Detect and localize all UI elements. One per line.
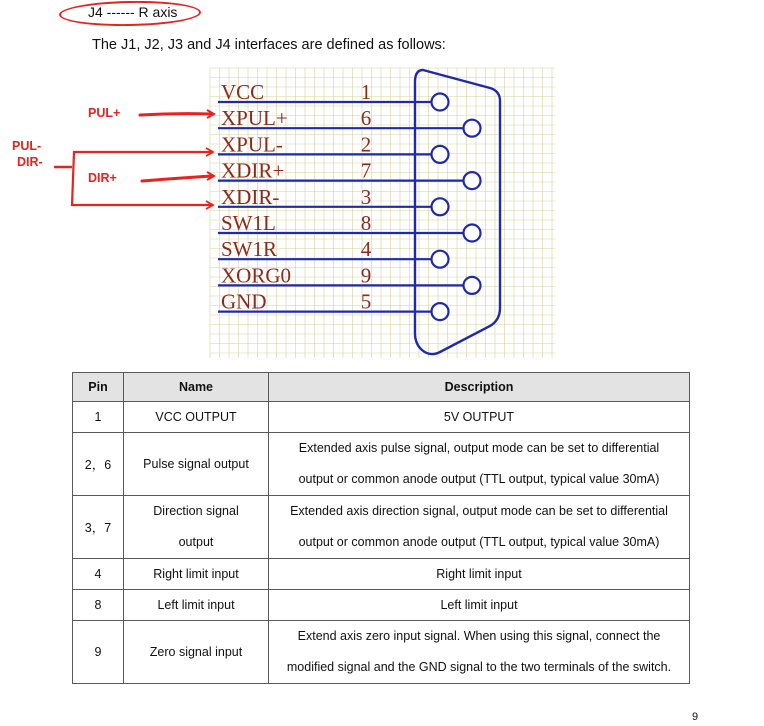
pin-circle — [432, 198, 449, 215]
signal-labels — [221, 80, 372, 314]
annotation-pul-minus: PUL- — [12, 139, 42, 153]
pin-number: 4 — [360, 237, 372, 262]
name-line: Direction signal — [153, 504, 239, 518]
description-line: Left limit input — [440, 598, 518, 612]
description-line: Extended axis direction signal, output mode can be set to differential — [290, 504, 668, 518]
description-line: Extended axis pulse signal, output mode can be set to differential — [298, 441, 660, 455]
cell-description — [269, 621, 690, 684]
table-row — [73, 496, 690, 559]
name-line: output — [178, 535, 214, 549]
pin-number: 1 — [360, 80, 372, 104]
cell-name — [124, 559, 269, 590]
description-line: 5V OUTPUT — [443, 410, 515, 424]
pin-circle — [464, 172, 481, 189]
cell-name — [124, 402, 269, 433]
pin-circle — [432, 303, 449, 320]
pin-number: 8 — [360, 211, 372, 235]
pul-plus-arrow — [140, 114, 212, 115]
pin-number: 9 — [360, 263, 372, 288]
description-line: output or common anode output (TTL output, typical value 30mA) — [298, 472, 660, 486]
table-row — [73, 559, 690, 590]
cell-pin: 2，6 — [73, 433, 124, 496]
pin-number: 6 — [360, 106, 372, 131]
name-line: Left limit input — [157, 598, 235, 612]
cell-name — [124, 496, 269, 559]
table-row — [73, 433, 690, 496]
pin-circle — [432, 146, 449, 163]
intro-text: The J1, J2, J3 and J4 interfaces are defined as follows: — [92, 37, 446, 53]
header-description: Description — [269, 373, 690, 402]
signal-name: GND — [221, 289, 267, 314]
pin-number: 7 — [360, 158, 372, 183]
signal-name: XORG0 — [221, 263, 292, 288]
cell-name — [124, 433, 269, 496]
description-line: Right limit input — [436, 567, 522, 581]
page-number: 9 — [692, 711, 699, 723]
annotation-pul-plus: PUL+ — [88, 106, 121, 120]
name-line: Right limit input — [153, 567, 239, 581]
description-line: output or common anode output (TTL output, typical value 30mA) — [298, 535, 660, 549]
signal-name: XPUL- — [221, 132, 283, 157]
cell-description — [269, 433, 690, 496]
cell-description — [269, 559, 690, 590]
signal-name: VCC — [221, 80, 265, 104]
cell-description — [269, 402, 690, 433]
pin-circle — [464, 120, 481, 137]
description-line: Extend axis zero input signal. When using this signal, connect the — [297, 629, 661, 643]
annotation-dir-plus: DIR+ — [88, 171, 117, 185]
pin-number: 5 — [360, 289, 372, 314]
name-line: Pulse signal output — [143, 456, 249, 471]
cell-pin: 4 — [73, 559, 124, 590]
description-line: modified signal and the GND signal to the two terminals of the switch. — [286, 660, 672, 674]
cell-pin: 9 — [73, 621, 124, 684]
table-header-row — [73, 373, 690, 402]
signal-name: XPUL+ — [221, 106, 288, 131]
table-row — [73, 402, 690, 433]
annotation-dir-minus: DIR- — [17, 155, 43, 169]
table-row — [73, 590, 690, 621]
dir-plus-arrow — [142, 176, 212, 181]
signal-name: XDIR- — [221, 184, 280, 209]
signal-name: SW1L — [221, 211, 276, 235]
pin-number: 3 — [360, 184, 372, 209]
pin-circle — [432, 94, 449, 111]
axis-label: J4 ------ R axis — [88, 4, 178, 20]
name-line: VCC OUTPUT — [155, 410, 237, 424]
name-line: Zero signal input — [149, 644, 243, 659]
pin-number: 2 — [360, 132, 372, 157]
pin-circle — [464, 277, 481, 294]
signal-name: XDIR+ — [221, 158, 285, 183]
header-pin: Pin — [73, 373, 124, 402]
cell-description — [269, 496, 690, 559]
cell-pin: 8 — [73, 590, 124, 621]
signal-name: SW1R — [221, 237, 278, 262]
pin-circle — [464, 225, 481, 242]
cell-pin: 1 — [73, 402, 124, 433]
cell-name — [124, 590, 269, 621]
cell-name — [124, 621, 269, 684]
red-annotations — [54, 110, 214, 209]
cell-description — [269, 590, 690, 621]
pin-circle — [432, 251, 449, 268]
pin-definition-table — [72, 372, 690, 684]
header-name: Name — [124, 373, 269, 402]
cell-pin: 3，7 — [73, 496, 124, 559]
table-row — [73, 621, 690, 684]
